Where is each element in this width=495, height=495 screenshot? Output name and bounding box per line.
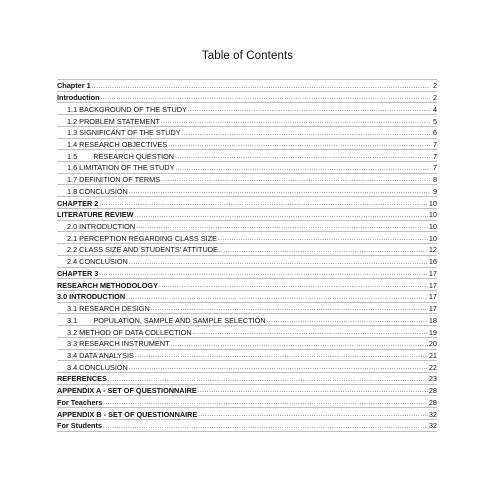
page-title: Table of Contents <box>201 50 294 62</box>
toc-entry-page-number: 17 <box>428 280 437 290</box>
toc-entry[interactable] <box>57 92 437 104</box>
toc-entry-label: 1.5 RESEARCH QUESTION <box>67 151 175 161</box>
toc-dot-leader <box>175 166 430 172</box>
toc-entry-page-number: 20 <box>428 339 437 349</box>
toc-dot-leader <box>126 295 428 301</box>
toc-dot-leader <box>129 260 428 266</box>
toc-dot-leader <box>161 119 430 125</box>
toc-dot-leader <box>151 306 428 312</box>
toc-dot-leader <box>161 177 430 183</box>
toc-entry-page-number: 10 <box>428 233 437 243</box>
toc-dot-leader <box>99 271 428 277</box>
toc-entry[interactable] <box>57 256 437 268</box>
toc-entry-page-number: 17 <box>428 292 437 302</box>
toc-entry-label: 3.1 POPULATION, SAMPLE AND SAMPLE SELECTION <box>67 315 266 325</box>
toc-entry-page-number: 4 <box>432 104 437 114</box>
toc-entry[interactable] <box>57 373 437 385</box>
toc-entry-label: 3.4 DATA ANALYSIS <box>67 350 134 360</box>
toc-entry-page-number: 10 <box>428 210 437 220</box>
toc-entry-label: 2.0 INTRODUCTION <box>67 222 136 232</box>
toc-entry-label: 3.0 INTRODUCTION <box>57 292 126 302</box>
toc-entry[interactable] <box>57 291 437 303</box>
toc-dot-leader <box>182 131 430 137</box>
toc-entry-page-number: 23 <box>428 374 437 384</box>
toc-entry-label: 3.2 METHOD OF DATA COLLECTION <box>67 327 192 337</box>
toc-dot-leader <box>129 365 428 371</box>
toc-entry-label: REFERENCES <box>57 374 107 384</box>
toc-dot-leader <box>134 213 427 219</box>
toc-list <box>57 79 437 432</box>
toc-entry-label: 3.3 RESEARCH INSTRUMENT <box>67 339 170 349</box>
toc-entry[interactable] <box>57 350 437 362</box>
toc-entry-page-number: 10 <box>428 222 437 232</box>
toc-entry-page-number: 2 <box>432 81 437 91</box>
toc-entry-page-number: 32 <box>428 421 437 431</box>
toc-entry[interactable] <box>57 326 437 338</box>
toc-entry-page-number: 21 <box>428 350 437 360</box>
toc-entry[interactable] <box>57 127 437 139</box>
toc-entry-label: 1.1 BACKGROUND OF THE STUDY <box>67 104 187 114</box>
toc-entry[interactable] <box>57 221 437 233</box>
toc-entry[interactable] <box>57 385 437 397</box>
toc-dot-leader <box>198 388 428 394</box>
toc-entry-label: 2.2 CLASS SIZE AND STUDENTS' ATTITUDE <box>67 245 218 255</box>
toc-dot-leader <box>267 318 428 324</box>
toc-entry-label: 3.1 RESEARCH DESIGN <box>67 304 150 314</box>
toc-dot-leader <box>129 189 430 195</box>
toc-entry[interactable] <box>57 314 437 326</box>
toc-entry[interactable] <box>57 232 437 244</box>
toc-entry-label: CHAPTER 3 <box>57 268 99 278</box>
toc-dot-leader <box>198 412 428 418</box>
toc-entry[interactable] <box>57 361 437 373</box>
toc-entry-page-number: 5 <box>432 116 437 126</box>
toc-dot-leader <box>108 377 428 383</box>
toc-entry-page-number: 18 <box>428 315 437 325</box>
toc-entry[interactable] <box>57 185 437 197</box>
toc-entry[interactable] <box>57 139 437 151</box>
toc-entry-label: LITERATURE REVIEW <box>57 210 134 220</box>
toc-entry-page-number: 9 <box>432 186 437 196</box>
toc-entry[interactable] <box>57 244 437 256</box>
toc-entry-page-number: 8 <box>432 175 437 185</box>
toc-dot-leader <box>103 400 428 406</box>
toc-entry[interactable] <box>57 408 437 420</box>
toc-entry-label: APPENDIX B - SET OF QUESTIONNAIRE <box>57 409 198 419</box>
toc-dot-leader <box>92 84 430 90</box>
toc-entry-label: 1.2 PROBLEM STATEMENT <box>67 116 160 126</box>
toc-entry-label: 1.8 CONCLUSION <box>67 186 128 196</box>
toc-entry-page-number: 19 <box>428 327 437 337</box>
toc-entry[interactable] <box>57 420 437 432</box>
toc-entry-page-number: 22 <box>428 362 437 372</box>
toc-dot-leader <box>218 236 428 242</box>
toc-entry-label: APPENDIX A - SET OF QUESTIONNAIRE <box>57 386 197 396</box>
toc-entry[interactable] <box>57 103 437 115</box>
toc-entry-label: 1.3 SIGNIFICANT OF THE STUDY <box>67 128 181 138</box>
toc-dot-leader <box>99 201 428 207</box>
toc-dot-leader <box>135 353 428 359</box>
toc-dot-leader <box>175 154 430 160</box>
toc-entry-label: 2.1 PERCEPTION REGARDING CLASS SIZE <box>67 233 218 243</box>
toc-entry[interactable] <box>57 80 437 92</box>
toc-entry-page-number: 6 <box>432 128 437 138</box>
toc-dot-leader <box>136 224 428 230</box>
toc-entry-label: RESEARCH METHODOLOGY <box>57 280 158 290</box>
toc-entry[interactable] <box>57 338 437 350</box>
toc-entry-page-number: 17 <box>428 268 437 278</box>
toc-dot-leader <box>188 107 430 113</box>
toc-dot-leader <box>103 424 428 430</box>
toc-entry-page-number: 17 <box>428 304 437 314</box>
toc-entry-page-number: 12 <box>428 245 437 255</box>
toc-dot-leader <box>168 142 430 148</box>
toc-entry[interactable] <box>57 279 437 291</box>
toc-dot-leader <box>193 330 428 336</box>
toc-entry-label: 3.4 CONCLUSION <box>67 362 128 372</box>
toc-entry[interactable] <box>57 268 437 280</box>
toc-dot-leader <box>101 95 430 101</box>
toc-entry[interactable] <box>57 150 437 162</box>
toc-entry[interactable] <box>57 174 437 186</box>
toc-entry-page-number: 7 <box>432 140 437 150</box>
toc-entry[interactable] <box>57 303 437 315</box>
toc-entry-label: For Teachers <box>57 397 103 407</box>
toc-entry[interactable] <box>57 115 437 127</box>
toc-entry-page-number: 7 <box>432 151 437 161</box>
toc-entry-label: 1.6 LIMITATION OF THE STUDY <box>67 163 175 173</box>
toc-entry[interactable] <box>57 396 437 408</box>
toc-entry-page-number: 32 <box>428 409 437 419</box>
toc-entry-page-number: 16 <box>428 257 437 267</box>
toc-entry-page-number: 2 <box>432 93 437 103</box>
toc-entry-label: Introduction <box>57 93 100 103</box>
toc-entry[interactable] <box>57 197 437 209</box>
toc-dot-leader <box>171 342 428 348</box>
toc-entry-label: 1.4 RESEARCH OBJECTIVES <box>67 140 168 150</box>
toc-entry-page-number: 10 <box>428 198 437 208</box>
toc-entry-label: 2.4 CONCLUSION <box>67 257 128 267</box>
toc-entry-label: Chapter 1 <box>57 81 91 91</box>
toc-dot-leader <box>159 283 428 289</box>
toc-entry-label: 1.7 DEFINITION OF TERMS <box>67 175 161 185</box>
toc-entry-label: CHAPTER 2 <box>57 198 99 208</box>
toc-dot-leader <box>219 248 428 254</box>
toc-entry[interactable] <box>57 209 437 221</box>
toc-entry[interactable] <box>57 162 437 174</box>
toc-entry-label: For Students <box>57 421 102 431</box>
toc-entry-page-number: 28 <box>428 386 437 396</box>
toc-entry-page-number: 28 <box>428 397 437 407</box>
toc-entry-page-number: 7 <box>432 163 437 173</box>
